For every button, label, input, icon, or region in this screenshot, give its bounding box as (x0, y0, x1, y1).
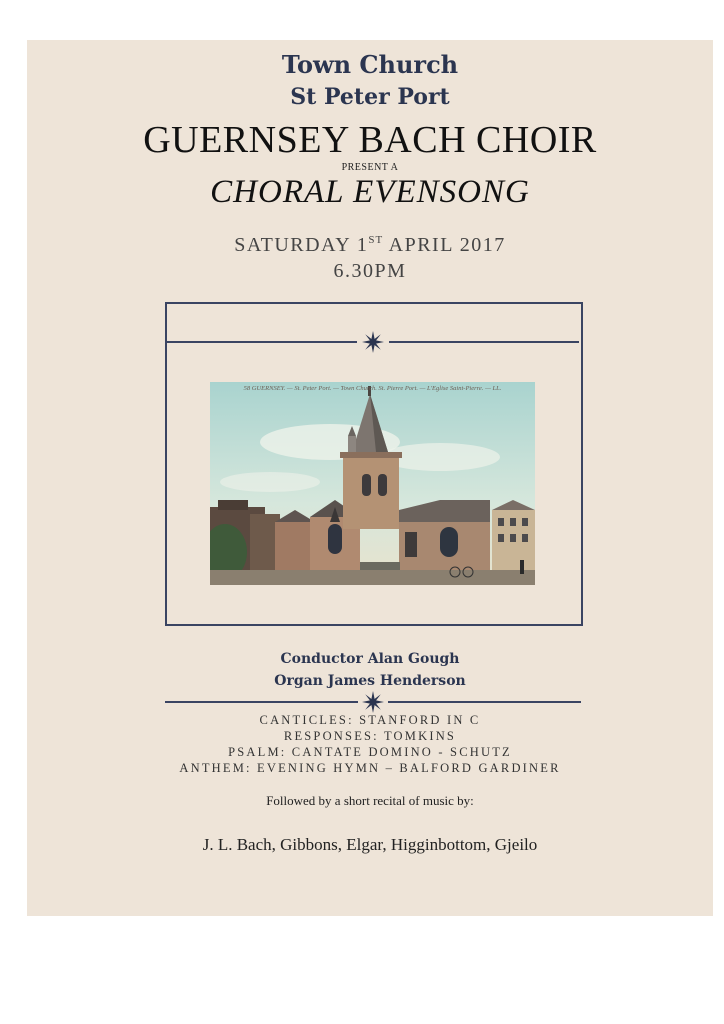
music-anthem: ANTHEM: EVENING HYMN – BALFORD GARDINER (179, 761, 561, 775)
date-ordinal: ST (368, 234, 384, 246)
event-time: 6.30PM (333, 260, 407, 282)
postcard-caption: 58 GUERNSEY. — St. Peter Port. — Town Church. St. Pierre Port. — L'Eglise Saint-Pierre. — LL. (243, 385, 502, 392)
poster (27, 40, 713, 916)
church-postcard-image (210, 382, 535, 585)
star-ornament-icon (362, 331, 384, 353)
church-illustration (210, 382, 535, 585)
credits-divider-left (165, 701, 358, 703)
composers-list: J. L. Bach, Gibbons, Elgar, Higginbottom, Gjeilo (202, 835, 538, 854)
conductor-credit: Conductor Alan Gough (280, 651, 460, 667)
venue-name: Town Church (281, 50, 459, 79)
frame-divider-left (167, 341, 357, 343)
star-ornament-icon (362, 691, 384, 713)
choir-title: GUERNSEY BACH CHOIR (143, 119, 597, 161)
event-date (27, 234, 713, 257)
music-responses: RESPONSES: TOMKINS (283, 729, 457, 743)
venue-location: St Peter Port (290, 84, 450, 110)
music-psalm: PSALM: CANTATE DOMINO - SCHUTZ (228, 745, 512, 759)
recital-intro: Followed by a short recital of music by: (266, 793, 474, 808)
event-title: CHORAL EVENSONG (210, 174, 530, 210)
present-label: PRESENT A (341, 162, 399, 173)
frame-divider-right (389, 341, 579, 343)
credits-divider-right (388, 701, 581, 703)
organ-credit: Organ James Henderson (274, 673, 466, 689)
music-canticles: CANTICLES: STANFORD IN C (259, 713, 481, 727)
date-weekday: SATURDAY 1 (234, 234, 369, 256)
date-rest: APRIL 2017 (383, 234, 506, 256)
